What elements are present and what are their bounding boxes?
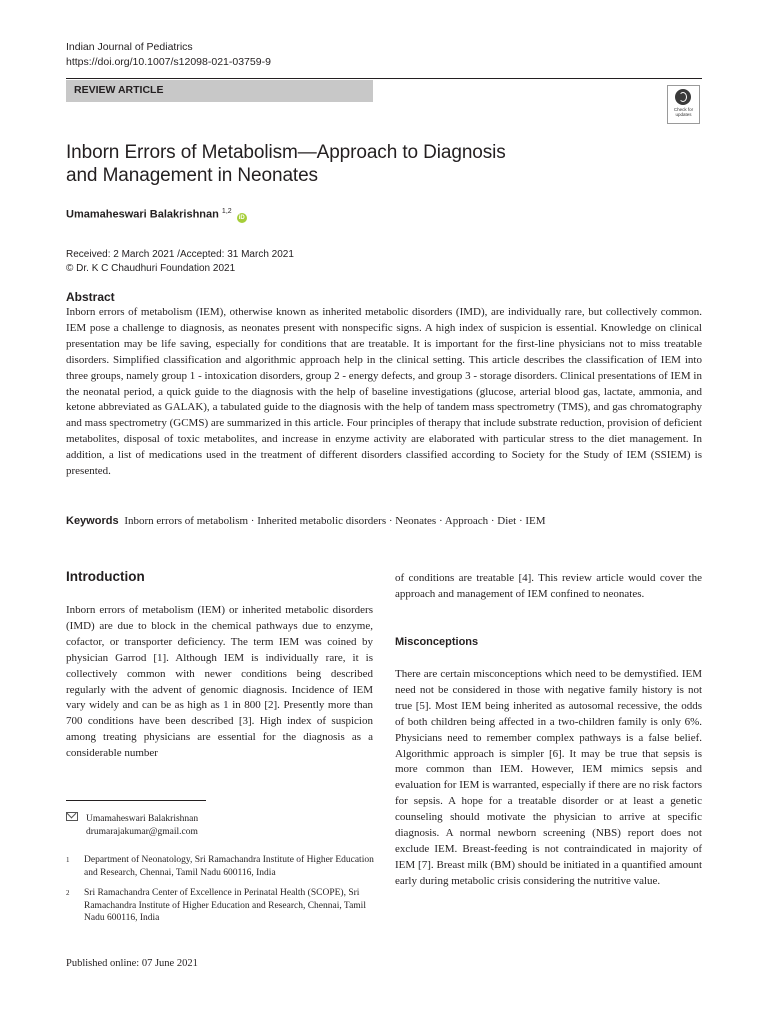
misconceptions-heading: Misconceptions [395, 636, 479, 648]
doi-link[interactable]: https://doi.org/10.1007/s12098-021-03759-9 [66, 56, 271, 68]
orcid-icon[interactable]: iD [238, 214, 245, 221]
affiliation-text: Department of Neonatology, Sri Ramachandra Institute of Higher Education and Research, Chennai, Tamil Nadu 600116, India [84, 855, 374, 878]
keywords-label: Keywords [66, 515, 119, 527]
introduction-heading: Introduction [66, 569, 145, 584]
copyright: © Dr. K C Chaudhuri Foundation 2021 [66, 263, 236, 274]
author-affiliation-marks: 1,2 [221, 208, 232, 215]
correspondence-email[interactable]: drumarajakumar@gmail.com [86, 827, 198, 837]
author-line [66, 208, 247, 223]
check-for-updates-badge[interactable] [667, 85, 700, 124]
title-line2: and Management in Neonates [66, 165, 318, 186]
title-line1: Inborn Errors of Metabolism—Approach to Diagnosis [66, 142, 506, 163]
correspondence-name: Umamaheswari Balakrishnan [86, 814, 199, 824]
journal-name: Indian Journal of Pediatrics [66, 41, 193, 53]
badge-line2: updates [675, 112, 692, 117]
misconceptions-text: There are certain misconceptions which need to be demystified. IEM need not be considered in those with negative family history is not true [5]. Most IEM being inherited as autosomal recessive, the odds of both children being affected in a two-children family is only 6%. Physicians need to remember complex pathways is a false belief. Algorithmic approach is simpler [6]. It may be true that sepsis is more common than IEM. However, IEM mimics sepsis and evaluation for IEM is warranted, especially if there are no risk factors for sepsis. A hope for a treatable disorder or at least a genetic counseling should motivate the physician to arrive at specific diagnosis. A normal newborn screening (NBS) report does not exclude IEM. Breast-feeding is not contraindicated in majority of IEM [7]. Breast milk (BM) should be initiated in a quantified amount early during metabolic crisis considering the nutritive value. [395, 668, 702, 887]
affiliation-text: Sri Ramachandra Center of Excellence in Perinatal Health (SCOPE), Sri Ramachandra Institute of Higher Education and Research, Chennai, Tamil Nadu 600116, India [84, 888, 366, 923]
affiliation-2 [66, 887, 386, 931]
article-type-banner [66, 80, 373, 102]
article-dates [66, 248, 294, 276]
header-rule [66, 78, 702, 79]
keywords-list: Inborn errors of metabolism · Inherited metabolic disorders · Neonates · Approach · Diet · IEM [124, 515, 546, 527]
abstract-heading: Abstract [66, 290, 115, 304]
affiliation-number: 1 [66, 856, 70, 864]
journal-header [66, 40, 271, 70]
check-for-updates-icon [675, 89, 691, 105]
correspondence [66, 812, 198, 839]
introduction-continued-text: of conditions are treatable [4]. This review article would cover the approach and management of IEM confined to neonates. [395, 572, 702, 600]
author-name[interactable]: Umamaheswari Balakrishnan [66, 208, 219, 221]
badge-line1: Check for [673, 107, 694, 112]
received-accepted: Received: 2 March 2021 /Accepted: 31 March 2021 [66, 249, 294, 260]
abstract-text: Inborn errors of metabolism (IEM), otherwise known as inherited metabolic disorders (IMD), are individually rare, but collectively common. IEM pose a challenge to diagnosis, as neonates present with nonspecific signs. A high index of suspicion is essential. Knowledge on clinical presentation may be life saving, especially for conditions that are treatable. It is important for the first-line physicians not to miss treatable disorders. Simplified classification and algorithmic approach help in the clinical setting. This article describes the classification of IEM into three groups, namely group 1 - intoxication disorders, group 2 - energy defects, and group 3 - storage disorders. Clinical presentations of IEM in the neonatal period, a quick guide to the diagnosis with the help of baseline investigations (glucose, arterial blood gas, lactate, ammonia, and ketone abbreviated as GALAK), a tabulated guide to the diagnosis with the help of tandem mass spectrometry (TMS), and gas chromatography and mass spectrometry (GCMS) are summarized in this article. Four principles of therapy that include substrate reduction, provision of deficient metabolites, disposal of toxic metabolites, and increase in enzyme activity are elaborated with particular stress to the diet management. In addition, a list of medications used in the treatment of different disorders classified according to Society for the Study of IEM (SSIEM) is presented. [66, 306, 702, 478]
published-online: Published online: 07 June 2021 [66, 958, 198, 969]
footnote-rule [66, 800, 206, 801]
keywords [66, 515, 546, 527]
affiliation-1 [66, 854, 386, 884]
article-title [66, 141, 586, 187]
article-type: REVIEW ARTICLE [74, 84, 164, 96]
introduction-text: Inborn errors of metabolism (IEM) or inherited metabolic disorders (IMD) are due to block in the chemical pathways due to enzyme, cofactor, or transporter deficiency. The term IEM was coined by physician Garrod [1]. Although IEM is individually rare, it is collectively common with newer conditions being described regularly with the advent of genomic diagnosis. Incidence of IEM vary widely and can be as high as 1 in 800 [2]. Presently more than 700 conditions have been described [3]. High index of suspicion among treating physicians are essential for the diagnosis as a considerable number [66, 604, 373, 760]
affiliation-number: 2 [66, 889, 70, 897]
envelope-icon [66, 812, 78, 821]
